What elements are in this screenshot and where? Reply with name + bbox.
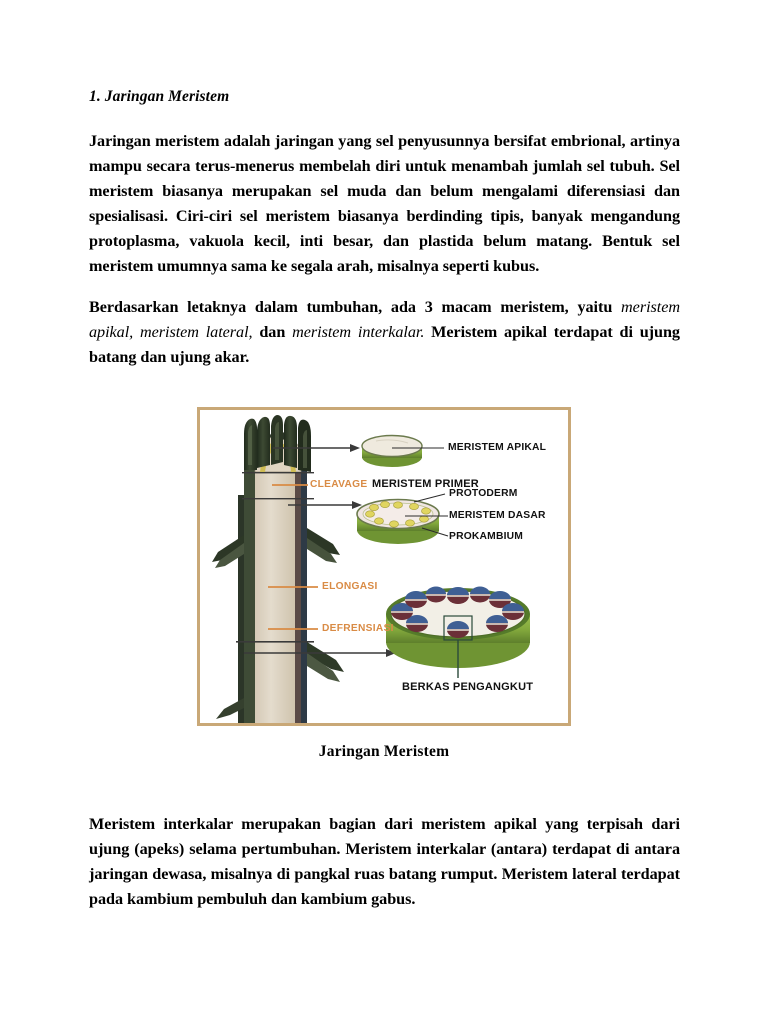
leader-protoderm [414, 494, 445, 502]
paragraph-types-part3: Meristem apikal terdapat di ujung batang dan ujung akar. [89, 323, 680, 367]
disc-meristem-apikal [362, 436, 444, 468]
paragraph-types-italic1: meristem apikal, meristem lateral, [89, 298, 680, 342]
label-berkas-pengangkut: BERKAS PENGANGKUT [402, 681, 534, 693]
disc-meristem-primer [357, 494, 448, 544]
stem-longitudinal-section [212, 415, 344, 723]
page-title: 1. Jaringan Meristem [89, 88, 230, 105]
paragraph-interkalar: Meristem interkalar merupakan bagian dari meristem apikal yang terpisah dari ujung (apeks) selama pertumbuhan. Meristem interkalar (antara) terdapat di antara jaringan dewasa, misalnya di pangkal ruas batang rumput. Meristem lateral terdapat pada kambium pembuluh dan kambium gabus. [89, 815, 680, 909]
label-prokambium: PROKAMBIUM [449, 531, 524, 542]
figure-caption: Jaringan Meristem [318, 743, 450, 760]
label-protoderm: PROTODERM [449, 488, 518, 499]
document-content [89, 88, 680, 371]
label-cleavage: CLEAVAGE [310, 479, 368, 490]
label-elongasi: ELONGASI [322, 581, 378, 592]
label-meristem-dasar: MERISTEM DASAR [449, 510, 546, 521]
paragraph-types-part2: dan [252, 323, 293, 342]
figure-frame [197, 407, 571, 726]
disc-berkas-pengangkut [386, 587, 530, 679]
meristem-diagram [200, 410, 568, 723]
document-content-bottom [89, 812, 680, 928]
label-defrensiasi: DEFRENSIASI [322, 623, 394, 634]
paragraph-types-part1: Berdasarkan letaknya dalam tumbuhan, ada 3 macam meristem, yaitu [89, 298, 622, 317]
paragraph-types [89, 295, 680, 370]
figure-container [197, 407, 571, 761]
label-meristem-apikal: MERISTEM APIKAL [448, 442, 547, 453]
paragraph-definition: Jaringan meristem adalah jaringan yang sel penyusunnya bersifat embrional, artinya mampu secara terus-menerus membelah diri untuk menambah jumlah sel tubuh. Sel meristem biasanya merupakan sel muda dan belum mengalami diferensiasi dan spesialisasi. Ciri-ciri sel meristem biasanya berdinding tipis, banyak mengandung protoplasma, vakuola kecil, inti besar, dan plastida belum matang. Bentuk sel meristem umumnya sama ke segala arah, misalnya seperti kubus. [89, 131, 680, 276]
paragraph-types-italic2: meristem interkalar. [292, 323, 425, 342]
label-meristem-primer: MERISTEM PRIMER [372, 478, 479, 490]
